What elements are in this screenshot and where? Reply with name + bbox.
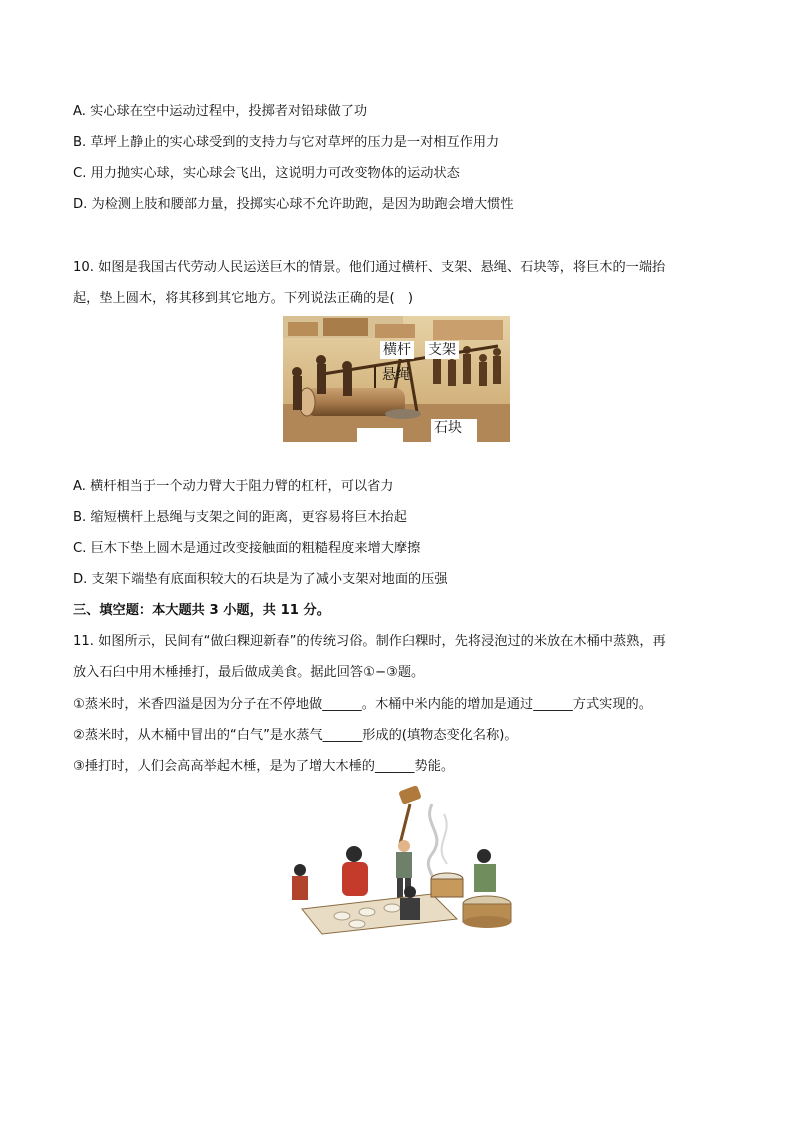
figure-label-rope: 悬绳 <box>382 367 410 383</box>
q9-option-d: D. 为检测上肢和腰部力量，投掷实心球不允许助跑，是因为助跑会增大惯性 <box>73 197 514 212</box>
q11-sub-question-3: ③捶打时，人们会高高举起木棰，是为了增大木棰的______势能。 <box>73 759 455 774</box>
q11-sub-question-2: ②蒸米时，从木桶中冒出的“白气”是水蒸气______形成的(填物态变化名称)。 <box>73 728 518 743</box>
q10-option-b: B. 缩短横杆上悬绳与支架之间的距离，更容易将巨木抬起 <box>73 510 407 525</box>
q11-stem-line1: 11. 如图所示，民间有“做臼粿迎新春”的传统习俗。制作臼粿时，先将浸泡过的米放在木桶中蒸熟，再 <box>73 634 666 649</box>
q11-figure-rice-cake-making <box>282 784 514 944</box>
q10-figure-log-transport <box>283 316 510 442</box>
q9-option-c: C. 用力抛实心球，实心球会飞出，这说明力可改变物体的运动状态 <box>73 166 460 181</box>
q10-option-c: C. 巨木下垫上圆木是通过改变接触面的粗糙程度来增大摩擦 <box>73 541 421 556</box>
q11-sub-question-1: ①蒸米时，米香四溢是因为分子在不停地做______。木桶中米内能的增加是通过______方式实现的。 <box>73 697 652 712</box>
figure-white-patch <box>357 428 403 442</box>
q9-option-b: B. 草坪上静止的实心球受到的支持力与它对草坪的压力是一对相互作用力 <box>73 135 500 150</box>
q11-stem-line2: 放入石臼中用木棰捶打，最后做成美食。据此回答①−③题。 <box>73 665 425 680</box>
q10-option-d: D. 支架下端垫有底面积较大的石块是为了减小支架对地面的压强 <box>73 572 448 587</box>
q9-option-a: A. 实心球在空中运动过程中，投掷者对铅球做了功 <box>73 104 368 119</box>
figure-label-stone: 石块 <box>431 419 477 442</box>
rice-cake-illustration <box>282 784 514 944</box>
section-heading-fill-blank: 三、填空题：本大题共 3 小题，共 11 分。 <box>73 603 330 618</box>
figure-label-support: 支架 <box>425 341 459 359</box>
figure-label-crossbar: 横杆 <box>380 341 414 359</box>
q10-option-a: A. 横杆相当于一个动力臂大于阻力臂的杠杆，可以省力 <box>73 479 394 494</box>
q10-stem-line2: 起，垫上圆木，将其移到其它地方。下列说法正确的是( ) <box>73 291 413 306</box>
q10-stem-line1: 10. 如图是我国古代劳动人民运送巨木的情景。他们通过横杆、支架、悬绳、石块等，将巨木的一端抬 <box>73 260 666 275</box>
